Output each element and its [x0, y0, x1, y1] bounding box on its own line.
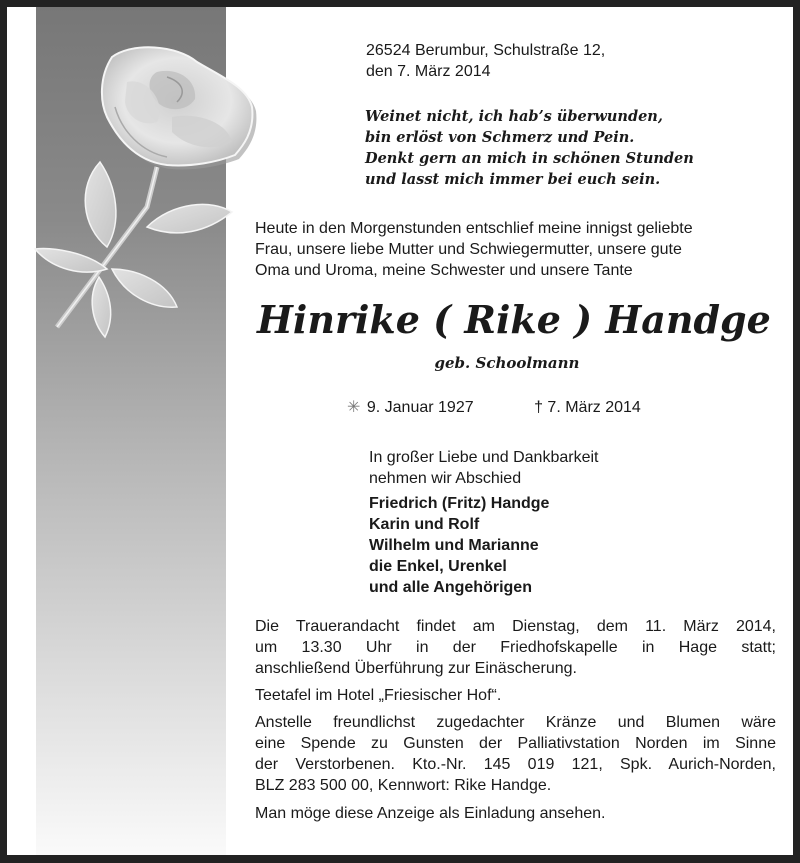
birth-date: 9. Januar 1927 — [366, 399, 474, 416]
tea-info: Teetafel im Hotel „Friesischer Hof“. — [255, 687, 502, 704]
farewell-text — [369, 447, 598, 489]
mourner: und alle Angehörigen — [369, 579, 532, 596]
poem-line: Weinet nicht, ich hab’s überwunden, — [365, 108, 663, 125]
sender-address-block — [366, 40, 605, 82]
service-line: um 13.30 Uhr in der Friedhofskapelle in Hage statt; — [255, 639, 776, 656]
mourner: die Enkel, Urenkel — [369, 558, 507, 575]
poem-line: und lasst mich immer bei euch sein. — [365, 171, 661, 188]
poem-line: Denkt gern an mich in schönen Stunden — [365, 150, 694, 167]
death-date: 7. März 2014 — [547, 399, 641, 416]
death-cross-icon: † — [534, 399, 543, 416]
intro-line: Frau, unsere liebe Mutter und Schwiegermutter, unsere gute — [255, 241, 682, 258]
mourner: Wilhelm und Marianne — [369, 537, 539, 554]
poem — [365, 106, 694, 190]
obituary-notice — [7, 7, 793, 855]
service-info — [255, 616, 776, 679]
sender-date: den 7. März 2014 — [366, 63, 491, 80]
closing-note: Man möge diese Anzeige als Einladung ansehen. — [255, 805, 606, 822]
maiden-name: geb. Schoolmann — [434, 354, 580, 372]
deceased-name: Hinrike ( Rike ) Handge — [257, 297, 771, 342]
birth-star-icon: ✳ — [347, 399, 361, 416]
mourner: Karin und Rolf — [369, 516, 480, 533]
donation-info — [255, 712, 776, 796]
poem-line: bin erlöst von Schmerz und Pein. — [365, 129, 635, 146]
mourner: Friedrich (Fritz) Handge — [369, 495, 550, 512]
life-dates — [347, 397, 641, 419]
intro-text — [255, 218, 693, 281]
sender-address: 26524 Berumbur, Schulstraße 12, — [366, 42, 606, 59]
farewell-line: In großer Liebe und Dankbarkeit — [369, 449, 599, 466]
donation-line: der Verstorbenen. Kto.-Nr. 145 019 121, Spk. Aurich-Norden, — [255, 756, 776, 773]
farewell-line: nehmen wir Abschied — [369, 470, 522, 487]
rose-illustration — [7, 7, 267, 347]
donation-line: Anstelle freundlichst zugedachter Kränze und Blumen wäre — [255, 714, 776, 731]
service-line: Die Trauerandacht findet am Dienstag, dem 11. März 2014, — [255, 618, 776, 635]
donation-line: BLZ 283 500 00, Kennwort: Rike Handge. — [255, 777, 552, 794]
mourners-list — [369, 493, 549, 598]
intro-line: Oma und Uroma, meine Schwester und unsere Tante — [255, 262, 633, 279]
intro-line: Heute in den Morgenstunden entschlief meine innigst geliebte — [255, 220, 693, 237]
service-line: anschließend Überführung zur Einäscherung. — [255, 660, 577, 677]
donation-line: eine Spende zu Gunsten der Palliativstation Norden im Sinne — [255, 735, 776, 752]
